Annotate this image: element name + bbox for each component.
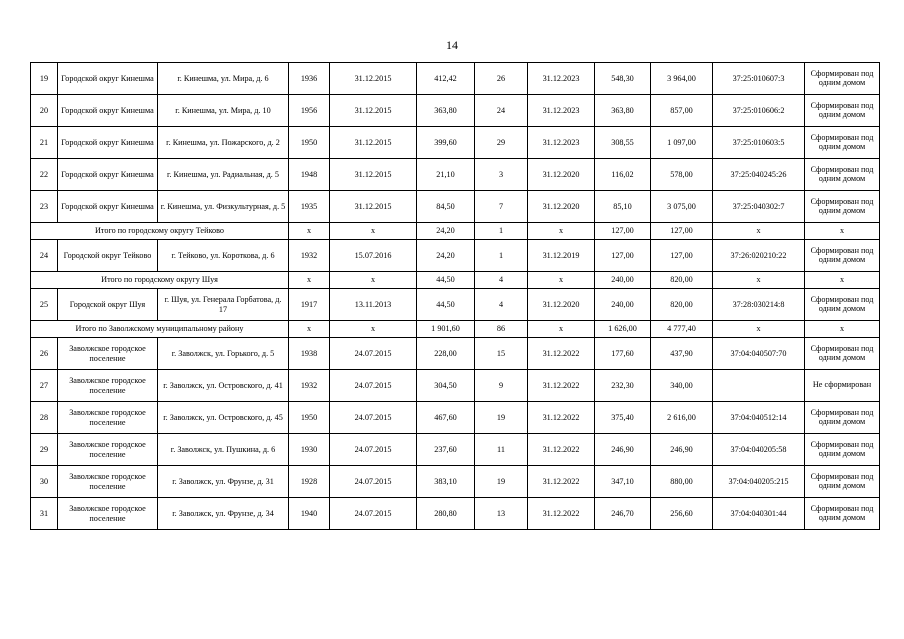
subtotal-row [31, 272, 880, 289]
relocation-area-cell: 177,60 [595, 338, 651, 370]
construction-year-cell: х [289, 272, 330, 289]
land-status-cell: Сформирован под одним домом [805, 191, 880, 223]
recognition-date-cell: 24.07.2015 [330, 434, 417, 466]
construction-year-cell: х [289, 321, 330, 338]
address-cell: г. Заволжск, ул. Пушкина, д. 6 [158, 434, 289, 466]
relocation-deadline-cell: 31.12.2023 [528, 63, 595, 95]
recognition-date-cell: 31.12.2015 [330, 63, 417, 95]
table-row [31, 289, 880, 321]
construction-year-cell: х [289, 223, 330, 240]
table-body [31, 63, 880, 530]
table-row [31, 370, 880, 402]
recognition-date-cell: 31.12.2015 [330, 95, 417, 127]
row-number-cell: 28 [31, 402, 58, 434]
relocation-area-cell: 308,55 [595, 127, 651, 159]
address-cell: г. Кинешма, ул. Мира, д. 10 [158, 95, 289, 127]
table-row [31, 402, 880, 434]
construction-year-cell: 1917 [289, 289, 330, 321]
relocation-area-cell: 240,00 [595, 272, 651, 289]
land-area-cell: 127,00 [651, 240, 713, 272]
address-cell: г. Заволжск, ул. Горького, д. 5 [158, 338, 289, 370]
relocation-deadline-cell: 31.12.2020 [528, 159, 595, 191]
recognition-date-cell: 24.07.2015 [330, 402, 417, 434]
cadastral-number-cell: х [713, 321, 805, 338]
cadastral-number-cell: 37:04:040301:44 [713, 498, 805, 530]
relocation-deadline-cell: 31.12.2022 [528, 370, 595, 402]
recognition-date-cell: х [330, 272, 417, 289]
relocation-deadline-cell: 31.12.2022 [528, 434, 595, 466]
residents-count-cell: 7 [475, 191, 528, 223]
recognition-date-cell: 24.07.2015 [330, 466, 417, 498]
housing-registry-table [30, 62, 880, 530]
subtotal-row [31, 223, 880, 240]
cadastral-number-cell: 37:04:040205:58 [713, 434, 805, 466]
row-number-cell: 22 [31, 159, 58, 191]
row-number-cell: 25 [31, 289, 58, 321]
construction-year-cell: 1932 [289, 370, 330, 402]
land-area-cell: 4 777,40 [651, 321, 713, 338]
construction-year-cell: 1935 [289, 191, 330, 223]
row-number-cell: 23 [31, 191, 58, 223]
cadastral-number-cell: 37:25:010606:2 [713, 95, 805, 127]
row-number-cell: 26 [31, 338, 58, 370]
land-area-cell: 2 616,00 [651, 402, 713, 434]
house-area-cell: 228,00 [417, 338, 475, 370]
house-area-cell: 399,60 [417, 127, 475, 159]
recognition-date-cell: 15.07.2016 [330, 240, 417, 272]
residents-count-cell: 4 [475, 272, 528, 289]
recognition-date-cell: х [330, 223, 417, 240]
subtotal-label: Итого по Заволжскому муниципальному району [31, 321, 289, 338]
relocation-area-cell: 232,30 [595, 370, 651, 402]
construction-year-cell: 1930 [289, 434, 330, 466]
land-status-cell: Сформирован под одним домом [805, 289, 880, 321]
land-area-cell: 820,00 [651, 289, 713, 321]
residents-count-cell: 3 [475, 159, 528, 191]
residents-count-cell: 15 [475, 338, 528, 370]
construction-year-cell: 1938 [289, 338, 330, 370]
cadastral-number-cell: х [713, 272, 805, 289]
relocation-deadline-cell: 31.12.2022 [528, 498, 595, 530]
cadastral-number-cell: 37:25:040245:26 [713, 159, 805, 191]
relocation-area-cell: 246,90 [595, 434, 651, 466]
land-status-cell: Сформирован под одним домом [805, 159, 880, 191]
relocation-deadline-cell: 31.12.2020 [528, 191, 595, 223]
municipality-cell: Заволжское городское поселение [58, 338, 158, 370]
municipality-cell: Заволжское городское поселение [58, 402, 158, 434]
address-cell: г. Заволжск, ул. Фрунзе, д. 31 [158, 466, 289, 498]
house-area-cell: 412,42 [417, 63, 475, 95]
address-cell: г. Шуя, ул. Генерала Горбатова, д. 17 [158, 289, 289, 321]
construction-year-cell: 1956 [289, 95, 330, 127]
table-row [31, 159, 880, 191]
table-row [31, 95, 880, 127]
residents-count-cell: 11 [475, 434, 528, 466]
cadastral-number-cell: 37:25:010603:5 [713, 127, 805, 159]
relocation-area-cell: 347,10 [595, 466, 651, 498]
relocation-area-cell: 85,10 [595, 191, 651, 223]
recognition-date-cell: 24.07.2015 [330, 370, 417, 402]
relocation-deadline-cell: х [528, 223, 595, 240]
cadastral-number-cell: х [713, 223, 805, 240]
house-area-cell: 44,50 [417, 289, 475, 321]
address-cell: г. Кинешма, ул. Физкультурная, д. 5 [158, 191, 289, 223]
land-area-cell: 127,00 [651, 223, 713, 240]
relocation-deadline-cell: 31.12.2022 [528, 402, 595, 434]
relocation-deadline-cell: 31.12.2022 [528, 466, 595, 498]
relocation-area-cell: 375,40 [595, 402, 651, 434]
land-status-cell: Сформирован под одним домом [805, 402, 880, 434]
relocation-deadline-cell: 31.12.2022 [528, 338, 595, 370]
row-number-cell: 30 [31, 466, 58, 498]
relocation-area-cell: 246,70 [595, 498, 651, 530]
land-status-cell: Не сформирован [805, 370, 880, 402]
house-area-cell: 280,80 [417, 498, 475, 530]
relocation-deadline-cell: 31.12.2019 [528, 240, 595, 272]
land-status-cell: Сформирован под одним домом [805, 240, 880, 272]
row-number-cell: 27 [31, 370, 58, 402]
relocation-area-cell: 116,02 [595, 159, 651, 191]
residents-count-cell: 1 [475, 223, 528, 240]
relocation-area-cell: 363,80 [595, 95, 651, 127]
recognition-date-cell: х [330, 321, 417, 338]
residents-count-cell: 29 [475, 127, 528, 159]
cadastral-number-cell: 37:04:040512:14 [713, 402, 805, 434]
address-cell: г. Кинешма, ул. Мира, д. 6 [158, 63, 289, 95]
land-status-cell: х [805, 321, 880, 338]
municipality-cell: Заволжское городское поселение [58, 434, 158, 466]
address-cell: г. Заволжск, ул. Фрунзе, д. 34 [158, 498, 289, 530]
municipality-cell: Городской округ Кинешма [58, 95, 158, 127]
house-area-cell: 383,10 [417, 466, 475, 498]
house-area-cell: 363,80 [417, 95, 475, 127]
address-cell: г. Заволжск, ул. Островского, д. 45 [158, 402, 289, 434]
land-area-cell: 820,00 [651, 272, 713, 289]
relocation-deadline-cell: 31.12.2023 [528, 127, 595, 159]
municipality-cell: Городской округ Кинешма [58, 127, 158, 159]
house-area-cell: 24,20 [417, 223, 475, 240]
relocation-area-cell: 240,00 [595, 289, 651, 321]
table-row [31, 63, 880, 95]
land-status-cell: Сформирован под одним домом [805, 127, 880, 159]
construction-year-cell: 1928 [289, 466, 330, 498]
relocation-deadline-cell: х [528, 321, 595, 338]
land-area-cell: 437,90 [651, 338, 713, 370]
house-area-cell: 21,10 [417, 159, 475, 191]
relocation-area-cell: 127,00 [595, 223, 651, 240]
relocation-area-cell: 548,30 [595, 63, 651, 95]
land-status-cell: Сформирован под одним домом [805, 434, 880, 466]
recognition-date-cell: 31.12.2015 [330, 127, 417, 159]
table-row [31, 240, 880, 272]
land-status-cell: Сформирован под одним домом [805, 63, 880, 95]
table-row [31, 466, 880, 498]
municipality-cell: Городской округ Кинешма [58, 159, 158, 191]
house-area-cell: 84,50 [417, 191, 475, 223]
municipality-cell: Заволжское городское поселение [58, 466, 158, 498]
page-number: 14 [446, 38, 458, 52]
house-area-cell: 237,60 [417, 434, 475, 466]
relocation-deadline-cell: х [528, 272, 595, 289]
land-status-cell: х [805, 272, 880, 289]
land-status-cell: Сформирован под одним домом [805, 498, 880, 530]
residents-count-cell: 9 [475, 370, 528, 402]
cadastral-number-cell [713, 370, 805, 402]
address-cell: г. Заволжск, ул. Островского, д. 41 [158, 370, 289, 402]
land-area-cell: 1 097,00 [651, 127, 713, 159]
subtotal-label: Итого по городскому округу Тейково [31, 223, 289, 240]
row-number-cell: 24 [31, 240, 58, 272]
cadastral-number-cell: 37:25:040302:7 [713, 191, 805, 223]
house-area-cell: 1 901,60 [417, 321, 475, 338]
subtotal-row [31, 321, 880, 338]
construction-year-cell: 1936 [289, 63, 330, 95]
relocation-deadline-cell: 31.12.2023 [528, 95, 595, 127]
recognition-date-cell: 24.07.2015 [330, 498, 417, 530]
construction-year-cell: 1950 [289, 402, 330, 434]
land-area-cell: 857,00 [651, 95, 713, 127]
construction-year-cell: 1948 [289, 159, 330, 191]
address-cell: г. Кинешма, ул. Пожарского, д. 2 [158, 127, 289, 159]
land-area-cell: 3 964,00 [651, 63, 713, 95]
cadastral-number-cell: 37:25:010607:3 [713, 63, 805, 95]
residents-count-cell: 86 [475, 321, 528, 338]
residents-count-cell: 1 [475, 240, 528, 272]
municipality-cell: Городской округ Кинешма [58, 191, 158, 223]
land-status-cell: Сформирован под одним домом [805, 95, 880, 127]
construction-year-cell: 1932 [289, 240, 330, 272]
row-number-cell: 29 [31, 434, 58, 466]
house-area-cell: 44,50 [417, 272, 475, 289]
recognition-date-cell: 31.12.2015 [330, 159, 417, 191]
table-row [31, 498, 880, 530]
municipality-cell: Городской округ Шуя [58, 289, 158, 321]
cadastral-number-cell: 37:04:040205:215 [713, 466, 805, 498]
relocation-area-cell: 127,00 [595, 240, 651, 272]
cadastral-number-cell: 37:28:030214:8 [713, 289, 805, 321]
construction-year-cell: 1950 [289, 127, 330, 159]
relocation-area-cell: 1 626,00 [595, 321, 651, 338]
address-cell: г. Тейково, ул. Короткова, д. 6 [158, 240, 289, 272]
residents-count-cell: 19 [475, 402, 528, 434]
house-area-cell: 467,60 [417, 402, 475, 434]
row-number-cell: 21 [31, 127, 58, 159]
cadastral-number-cell: 37:26:020210:22 [713, 240, 805, 272]
residents-count-cell: 4 [475, 289, 528, 321]
municipality-cell: Городской округ Тейково [58, 240, 158, 272]
land-area-cell: 880,00 [651, 466, 713, 498]
recognition-date-cell: 24.07.2015 [330, 338, 417, 370]
recognition-date-cell: 31.12.2015 [330, 191, 417, 223]
land-status-cell: Сформирован под одним домом [805, 338, 880, 370]
relocation-deadline-cell: 31.12.2020 [528, 289, 595, 321]
row-number-cell: 31 [31, 498, 58, 530]
recognition-date-cell: 13.11.2013 [330, 289, 417, 321]
municipality-cell: Заволжское городское поселение [58, 370, 158, 402]
land-status-cell: Сформирован под одним домом [805, 466, 880, 498]
table-row [31, 191, 880, 223]
land-area-cell: 246,90 [651, 434, 713, 466]
construction-year-cell: 1940 [289, 498, 330, 530]
row-number-cell: 20 [31, 95, 58, 127]
house-area-cell: 24,20 [417, 240, 475, 272]
land-status-cell: х [805, 223, 880, 240]
land-area-cell: 578,00 [651, 159, 713, 191]
residents-count-cell: 26 [475, 63, 528, 95]
land-area-cell: 3 075,00 [651, 191, 713, 223]
land-area-cell: 340,00 [651, 370, 713, 402]
subtotal-label: Итого по городскому округу Шуя [31, 272, 289, 289]
table-row [31, 434, 880, 466]
table-row [31, 338, 880, 370]
land-area-cell: 256,60 [651, 498, 713, 530]
municipality-cell: Заволжское городское поселение [58, 498, 158, 530]
row-number-cell: 19 [31, 63, 58, 95]
residents-count-cell: 13 [475, 498, 528, 530]
house-area-cell: 304,50 [417, 370, 475, 402]
residents-count-cell: 24 [475, 95, 528, 127]
cadastral-number-cell: 37:04:040507:70 [713, 338, 805, 370]
table-row [31, 127, 880, 159]
residents-count-cell: 19 [475, 466, 528, 498]
address-cell: г. Кинешма, ул. Радиальная, д. 5 [158, 159, 289, 191]
municipality-cell: Городской округ Кинешма [58, 63, 158, 95]
